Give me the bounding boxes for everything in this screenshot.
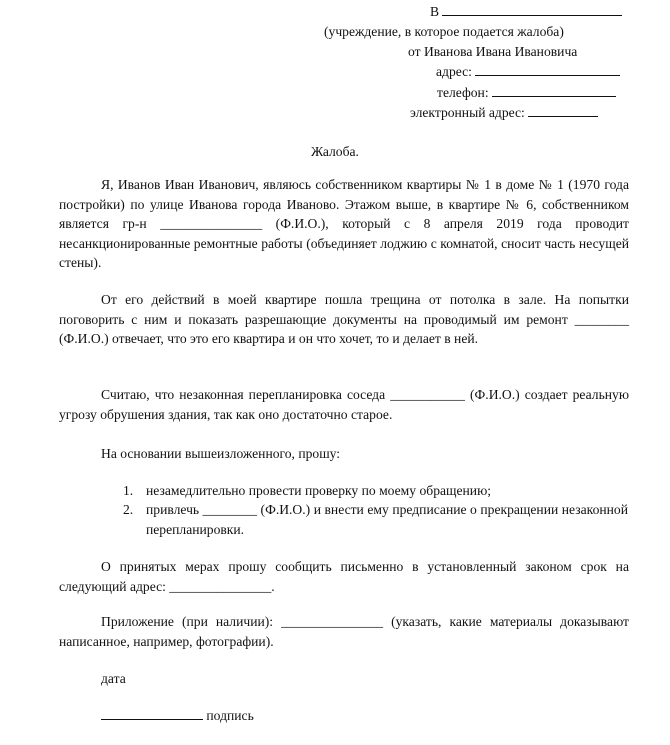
list-text-end: (Ф.И.О.) и внести ему предписание о прекращении незаконной перепланировки. xyxy=(146,502,628,537)
list-number: 2. xyxy=(123,502,134,517)
p1-name-blank: _______________ xyxy=(160,216,263,232)
document-title: Жалоба. xyxy=(311,144,359,159)
p6-attachment-blank: _______________ xyxy=(281,614,384,629)
list-number: 1. xyxy=(123,483,134,498)
phone-label: телефон: xyxy=(437,85,489,100)
signature-line xyxy=(101,706,254,726)
p5-text-end: . xyxy=(271,578,275,594)
p4-text: На основании вышеизложенного, прошу: xyxy=(101,446,341,461)
p1-text-start: Я, Иванов Иван Иванович, являюсь собственником квартиры № 1 в доме № 1 (1970 года постройки) по улице Иванова города Иваново. Этажом выше, в квартире № 6, собственником является гр-н xyxy=(59,177,629,232)
recipient-prefix: В xyxy=(430,4,440,19)
paragraph-request-intro xyxy=(59,444,629,464)
email-label: электронный адрес: xyxy=(410,105,525,120)
list-name-blank: ________ xyxy=(202,502,258,517)
p2-text-start: От его действий в моей квартире пошла трещина от потолка в зале. На попытки поговорить с ним и показать разрешающие документы на проводимый им ремонт xyxy=(59,292,629,327)
date-label: дата xyxy=(101,671,126,686)
list-text xyxy=(146,500,628,539)
p2-text-end: (Ф.И.О.) отвечает, что это его квартира и он что хочет, то и делает в ней. xyxy=(59,331,479,347)
signature-label: подпись xyxy=(206,708,254,723)
address-label: адрес: xyxy=(436,64,472,79)
sender-line: от Иванова Ивана Ивановича xyxy=(408,44,578,59)
email-line xyxy=(410,103,598,123)
paragraph-damage xyxy=(59,290,629,349)
list-text: незамедлительно провести проверку по моему обращению; xyxy=(146,483,492,498)
p2-name-blank: ________ xyxy=(574,311,629,327)
p6-text-end: (указать, какие материалы доказывают написанное, например, фотографии). xyxy=(59,614,629,649)
list-text-start: привлечь xyxy=(146,502,203,517)
recipient-blank xyxy=(442,2,622,16)
recipient-line xyxy=(430,2,622,22)
p3-name-blank: ___________ xyxy=(390,387,465,402)
recipient-caption: (учреждение, в которое подается жалоба) xyxy=(324,24,564,39)
phone-blank xyxy=(492,83,616,97)
p6-text-start: Приложение (при наличии): xyxy=(101,614,282,629)
paragraph-attachments xyxy=(59,612,629,651)
paragraph-response-address xyxy=(59,557,629,596)
p3-text-start: Считаю, что незаконная перепланировка соседа xyxy=(101,387,391,402)
phone-line xyxy=(437,83,616,103)
paragraph-ownership xyxy=(59,175,629,273)
address-blank xyxy=(475,62,620,76)
p5-address-blank: _______________ xyxy=(169,578,272,594)
p3-text-end: (Ф.И.О.) создает реальную угрозу обрушения здания, так как оно достаточно старое. xyxy=(59,387,629,422)
paragraph-threat xyxy=(59,385,629,424)
p5-text-start: О принятых мерах прошу сообщить письменно в установленный законом срок на следующий адрес: xyxy=(59,559,629,594)
signature-blank xyxy=(101,706,203,720)
email-blank xyxy=(528,103,598,117)
p1-text-end: (Ф.И.О.), который с 8 апреля 2019 года проводит несанкционированные ремонтные работы (объединяет лоджию с комнатой, сносит часть несущей стены). xyxy=(59,216,629,271)
address-line xyxy=(436,62,620,82)
